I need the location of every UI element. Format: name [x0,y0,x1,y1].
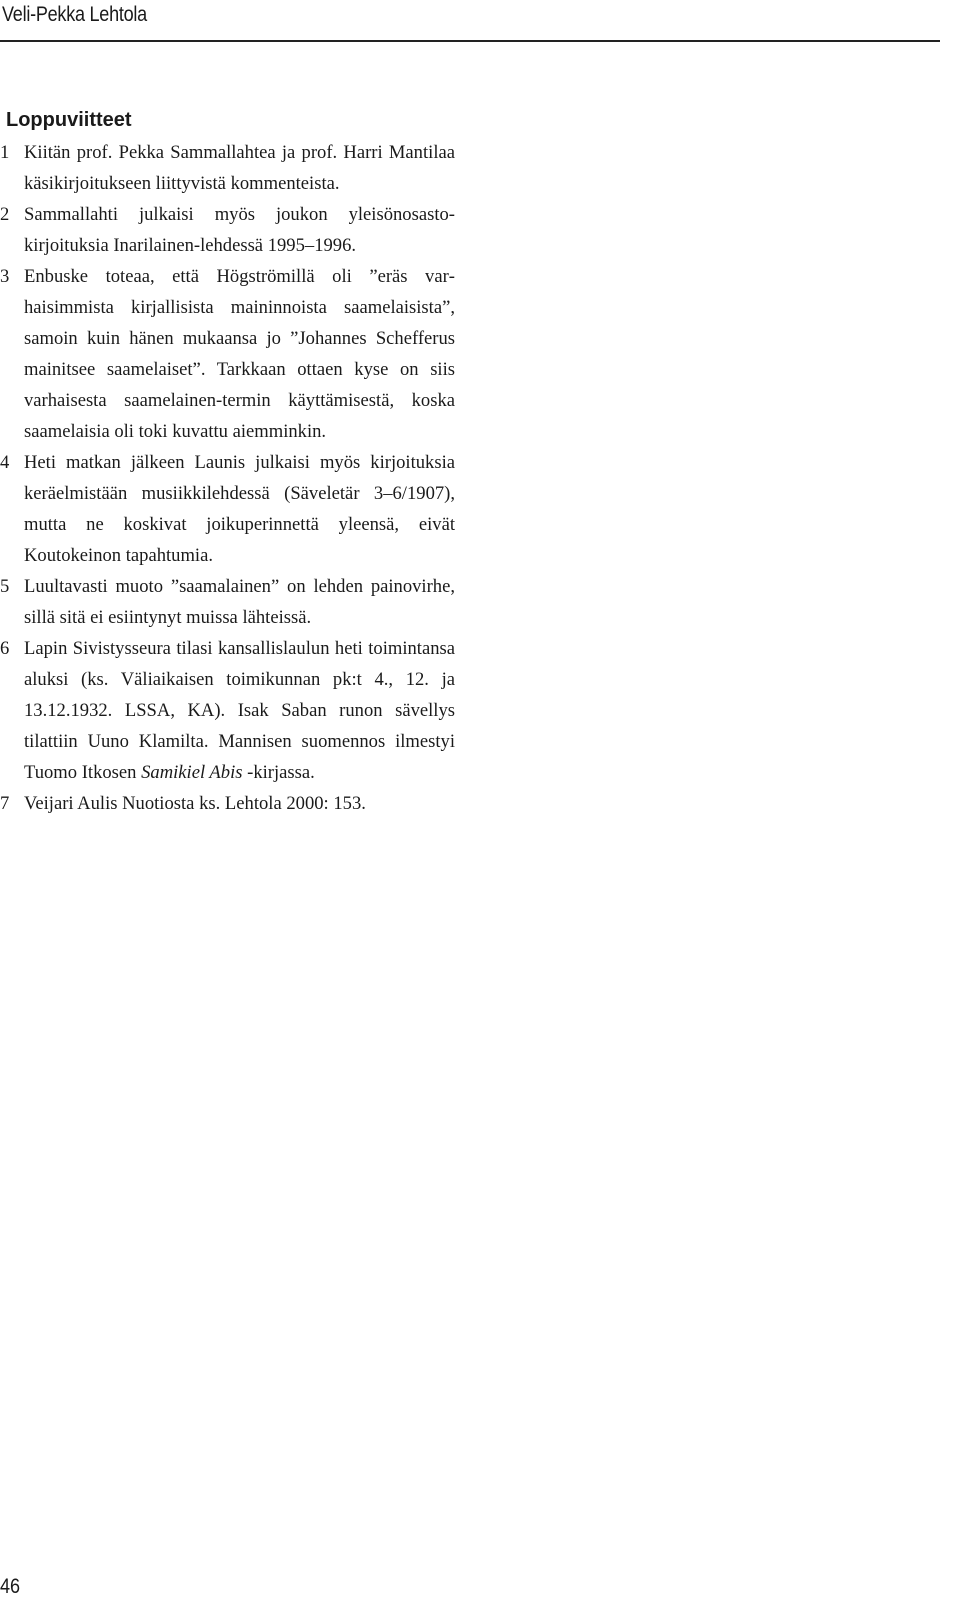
endnote-5 [0,571,455,633]
endnote-text: Sammallahti julkaisi myös joukon yleisönosastokirjoituksia Inarilainen-lehdessä 1995–1996. [24,204,455,256]
endnotes-list [0,137,455,819]
endnote-1 [0,137,455,199]
endnote-text: Luultavasti muoto ”saamalainen” on lehden painovirhe, sillä sitä ei esiintynyt muissa lähteissä. [24,576,455,628]
endnote-number: 3 [0,266,10,287]
endnote-2 [0,199,455,261]
endnote-number: 1 [0,142,10,163]
running-head: Veli-Pekka Lehtola [2,3,147,26]
endnote-3 [0,261,455,447]
endnote-text: Heti matkan jälkeen Launis julkaisi myös kirjoituksia keräelmistään musiikkilehdessä (Säveletär 3–6/1907), mutta ne koskivat joikuperinnettä yleensä, eivät Koutokeinon tapahtumia. [24,452,455,566]
book-title: Samikiel Abis [141,762,243,783]
header-rule [0,40,940,42]
endnote-text: Veijari Aulis Nuotiosta ks. Lehtola 2000: 153. [24,793,366,814]
endnote-text: Enbuske toteaa, että Högströmillä oli ”eräs varhaisimmista kirjallisista maininnoista saamelaisista”, samoin kuin hänen mukaansa jo ”Johannes Schefferus mainitsee saamelaiset”. Tarkkaan ottaen kyse on siis varhaisesta saamelainen-termin käyttämisestä, koska saamelaisia oli toki kuvattu aiemminkin. [24,266,455,442]
endnote-text-part: Lapin Sivistysseura tilasi kansallislaulun heti toimintansa aluksi (ks. Väliaikaisen toimikunnan pk:t 4., 12. ja 13.12.1932. LSSA, KA). Isak Saban runon sävellys tilattiin Uuno Klamilta. Mannisen suomennos ilmestyi Tuomo Itkosen [24,638,455,783]
endnote-4 [0,447,455,571]
endnote-number: 2 [0,204,10,225]
endnote-number: 5 [0,576,10,597]
endnote-6 [0,633,455,788]
section-heading: Loppuviitteet [6,109,132,131]
endnote-number: 4 [0,452,10,473]
endnote-7 [0,788,455,819]
endnote-text-part: -kirjassa. [242,762,315,783]
endnote-text [24,638,455,783]
page-number: 46 [0,1575,21,1598]
endnote-number: 7 [0,793,10,814]
endnote-number: 6 [0,638,10,659]
endnote-text: Kiitän prof. Pekka Sammallahtea ja prof. Harri Mantilaa käsikirjoitukseen liittyvistä kommenteista. [24,142,455,194]
